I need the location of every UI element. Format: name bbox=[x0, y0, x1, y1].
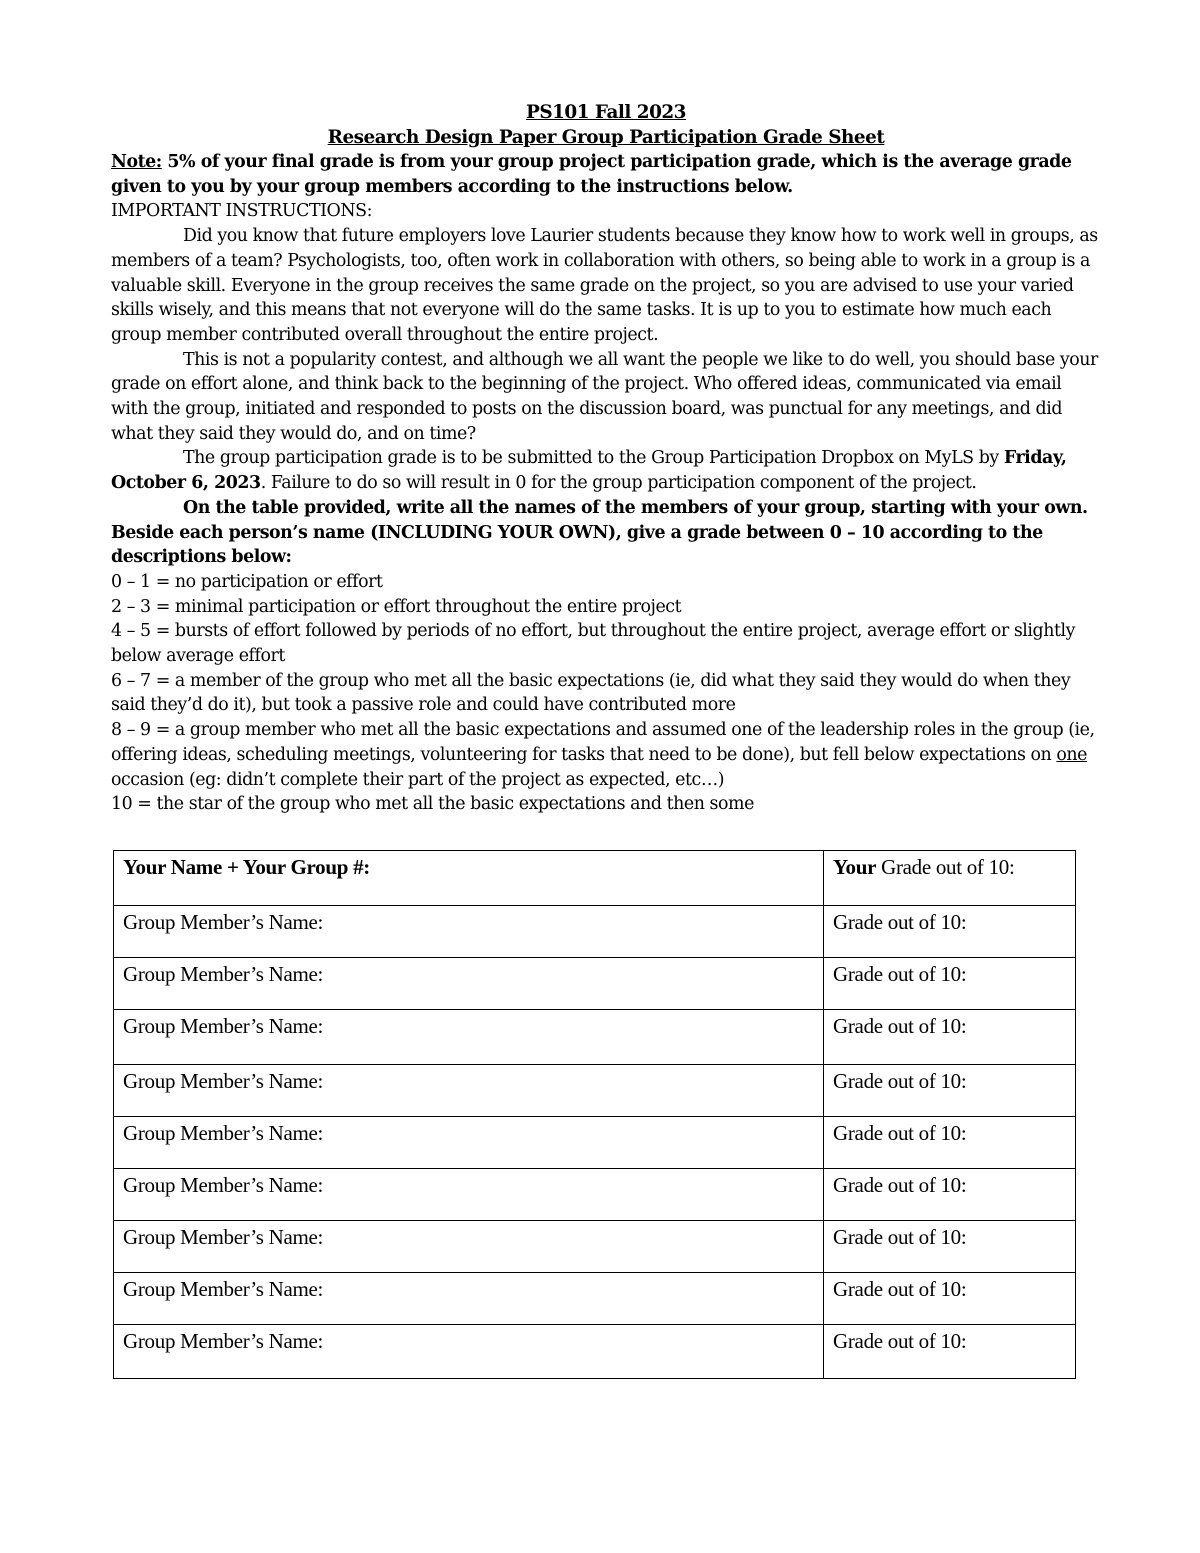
member-name-cell[interactable] bbox=[114, 1117, 824, 1169]
table-row bbox=[114, 1221, 1076, 1273]
member-name-cell[interactable] bbox=[114, 1273, 824, 1325]
member-name-label: Group Member’s Name: bbox=[123, 1069, 324, 1093]
note-paragraph bbox=[111, 150, 1101, 199]
table-row bbox=[114, 1325, 1076, 1379]
instructions-heading: IMPORTANT INSTRUCTIONS: bbox=[111, 201, 372, 222]
table-row bbox=[114, 958, 1076, 1010]
member-name-label: Group Member’s Name: bbox=[123, 1014, 324, 1038]
table-row bbox=[114, 1010, 1076, 1065]
scale-0-1: 0 – 1 = no participation or effort bbox=[111, 571, 383, 592]
member-name-cell[interactable] bbox=[114, 1010, 824, 1065]
own-name-cell[interactable] bbox=[114, 851, 824, 906]
member-grade-cell[interactable] bbox=[824, 1273, 1076, 1325]
member-grade-label: Grade out of 10: bbox=[833, 1014, 967, 1038]
member-name-label: Group Member’s Name: bbox=[123, 1121, 324, 1145]
member-name-label: Group Member’s Name: bbox=[123, 1329, 324, 1353]
table-row bbox=[114, 1169, 1076, 1221]
member-grade-label: Grade out of 10: bbox=[833, 1121, 967, 1145]
member-grade-cell[interactable] bbox=[824, 1325, 1076, 1379]
paragraph-popularity: This is not a popularity contest, and although we all want the people we like to do well, you should base your grade on effort alone, and think back to the beginning of the project. Who offered ideas, communicated via email with the group, initiated and responded to posts on the discussion board, was punctual for any meetings, and did what they said they would do, and on time? bbox=[111, 349, 1098, 444]
member-name-label: Group Member’s Name: bbox=[123, 1225, 324, 1249]
paragraph-deadline bbox=[111, 446, 1101, 495]
grade-table bbox=[113, 850, 1076, 1379]
deadline-text-start: The group participation grade is to be submitted to the Group Participation Dropbox on MyLS by bbox=[183, 448, 1004, 469]
member-grade-label: Grade out of 10: bbox=[833, 1225, 967, 1249]
member-grade-label: Grade out of 10: bbox=[833, 1173, 967, 1197]
member-grade-cell[interactable] bbox=[824, 906, 1076, 958]
member-grade-cell[interactable] bbox=[824, 1065, 1076, 1117]
member-name-label: Group Member’s Name: bbox=[123, 1277, 324, 1301]
deadline-date: Friday, October 6, 2023 bbox=[111, 448, 1067, 494]
member-grade-label: Grade out of 10: bbox=[833, 910, 967, 934]
member-name-cell[interactable] bbox=[114, 1325, 824, 1379]
member-grade-label: Grade out of 10: bbox=[833, 1329, 967, 1353]
scale-8-9-one: one bbox=[1056, 744, 1088, 765]
note-label: Note: bbox=[111, 152, 162, 172]
paragraph-table-instructions: On the table provided, write all the names of the members of your group, starting with your own. Beside each person’s name (INCLUDING YOUR OWN), give a grade between 0 – 10 according to the descriptions below: bbox=[111, 497, 1088, 568]
member-grade-cell[interactable] bbox=[824, 1169, 1076, 1221]
own-grade-label-bold: Your bbox=[833, 855, 877, 879]
scale-2-3: 2 – 3 = minimal participation or effort throughout the entire project bbox=[111, 596, 682, 617]
scale-6-7: 6 – 7 = a member of the group who met all the basic expectations (ie, did what they said they would do when they said they’d do it), but took a passive role and could have contributed more bbox=[111, 670, 1071, 716]
scale-10: 10 = the star of the group who met all the basic expectations and then some bbox=[111, 794, 754, 815]
member-name-label: Group Member’s Name: bbox=[123, 910, 324, 934]
member-grade-cell[interactable] bbox=[824, 958, 1076, 1010]
member-grade-label: Grade out of 10: bbox=[833, 1277, 967, 1301]
member-grade-label: Grade out of 10: bbox=[833, 1069, 967, 1093]
table-row-own bbox=[114, 851, 1076, 906]
own-grade-cell[interactable] bbox=[824, 851, 1076, 906]
member-name-cell[interactable] bbox=[114, 1221, 824, 1273]
scale-4-5: 4 – 5 = bursts of effort followed by periods of no effort, but throughout the entire project, average effort or slightly below average effort bbox=[111, 621, 1075, 667]
table-row bbox=[114, 906, 1076, 958]
member-name-cell[interactable] bbox=[114, 906, 824, 958]
sheet-title: Research Design Paper Group Participation Grade Sheet bbox=[327, 127, 885, 148]
paragraph-employers: Did you know that future employers love Laurier students because they know how to work well in groups, as members of a team? Psychologists, too, often work in collaboration with others, so being able to work in a group is a valuable skill. Everyone in the group receives the same grade on the project, so you are advised to use your varied skills wisely, and this means that not everyone will do the same tasks. It is up to you to estimate how much each group member contributed overall throughout the entire project. bbox=[111, 226, 1098, 345]
course-heading: PS101 Fall 2023 bbox=[526, 102, 686, 123]
member-grade-cell[interactable] bbox=[824, 1221, 1076, 1273]
deadline-text-end: . Failure to do so will result in 0 for the group participation component of the project. bbox=[260, 473, 977, 494]
member-name-label: Group Member’s Name: bbox=[123, 962, 324, 986]
note-text: 5% of your final grade is from your group project participation grade, which is the average grade given to you by your group members according to the instructions below. bbox=[111, 152, 1072, 197]
table-row bbox=[114, 1273, 1076, 1325]
table-row bbox=[114, 1117, 1076, 1169]
member-grade-cell[interactable] bbox=[824, 1117, 1076, 1169]
table-row bbox=[114, 1065, 1076, 1117]
member-name-cell[interactable] bbox=[114, 958, 824, 1010]
own-name-label: Your Name + Your Group #: bbox=[123, 855, 370, 879]
scale-8-9 bbox=[111, 718, 1101, 792]
scale-8-9-end: occasion (eg: didn’t complete their part of the project as expected, etc…) bbox=[111, 769, 725, 790]
scale-8-9-start: 8 – 9 = a group member who met all the basic expectations and assumed one of the leadership roles in the group (ie, offering ideas, scheduling meetings, volunteering for tasks that need to be done), but fell below expectations on bbox=[111, 720, 1095, 765]
member-grade-label: Grade out of 10: bbox=[833, 962, 967, 986]
member-grade-cell[interactable] bbox=[824, 1010, 1076, 1065]
own-grade-label: Grade out of 10: bbox=[876, 855, 1015, 879]
member-name-cell[interactable] bbox=[114, 1065, 824, 1117]
member-name-label: Group Member’s Name: bbox=[123, 1173, 324, 1197]
member-name-cell[interactable] bbox=[114, 1169, 824, 1221]
